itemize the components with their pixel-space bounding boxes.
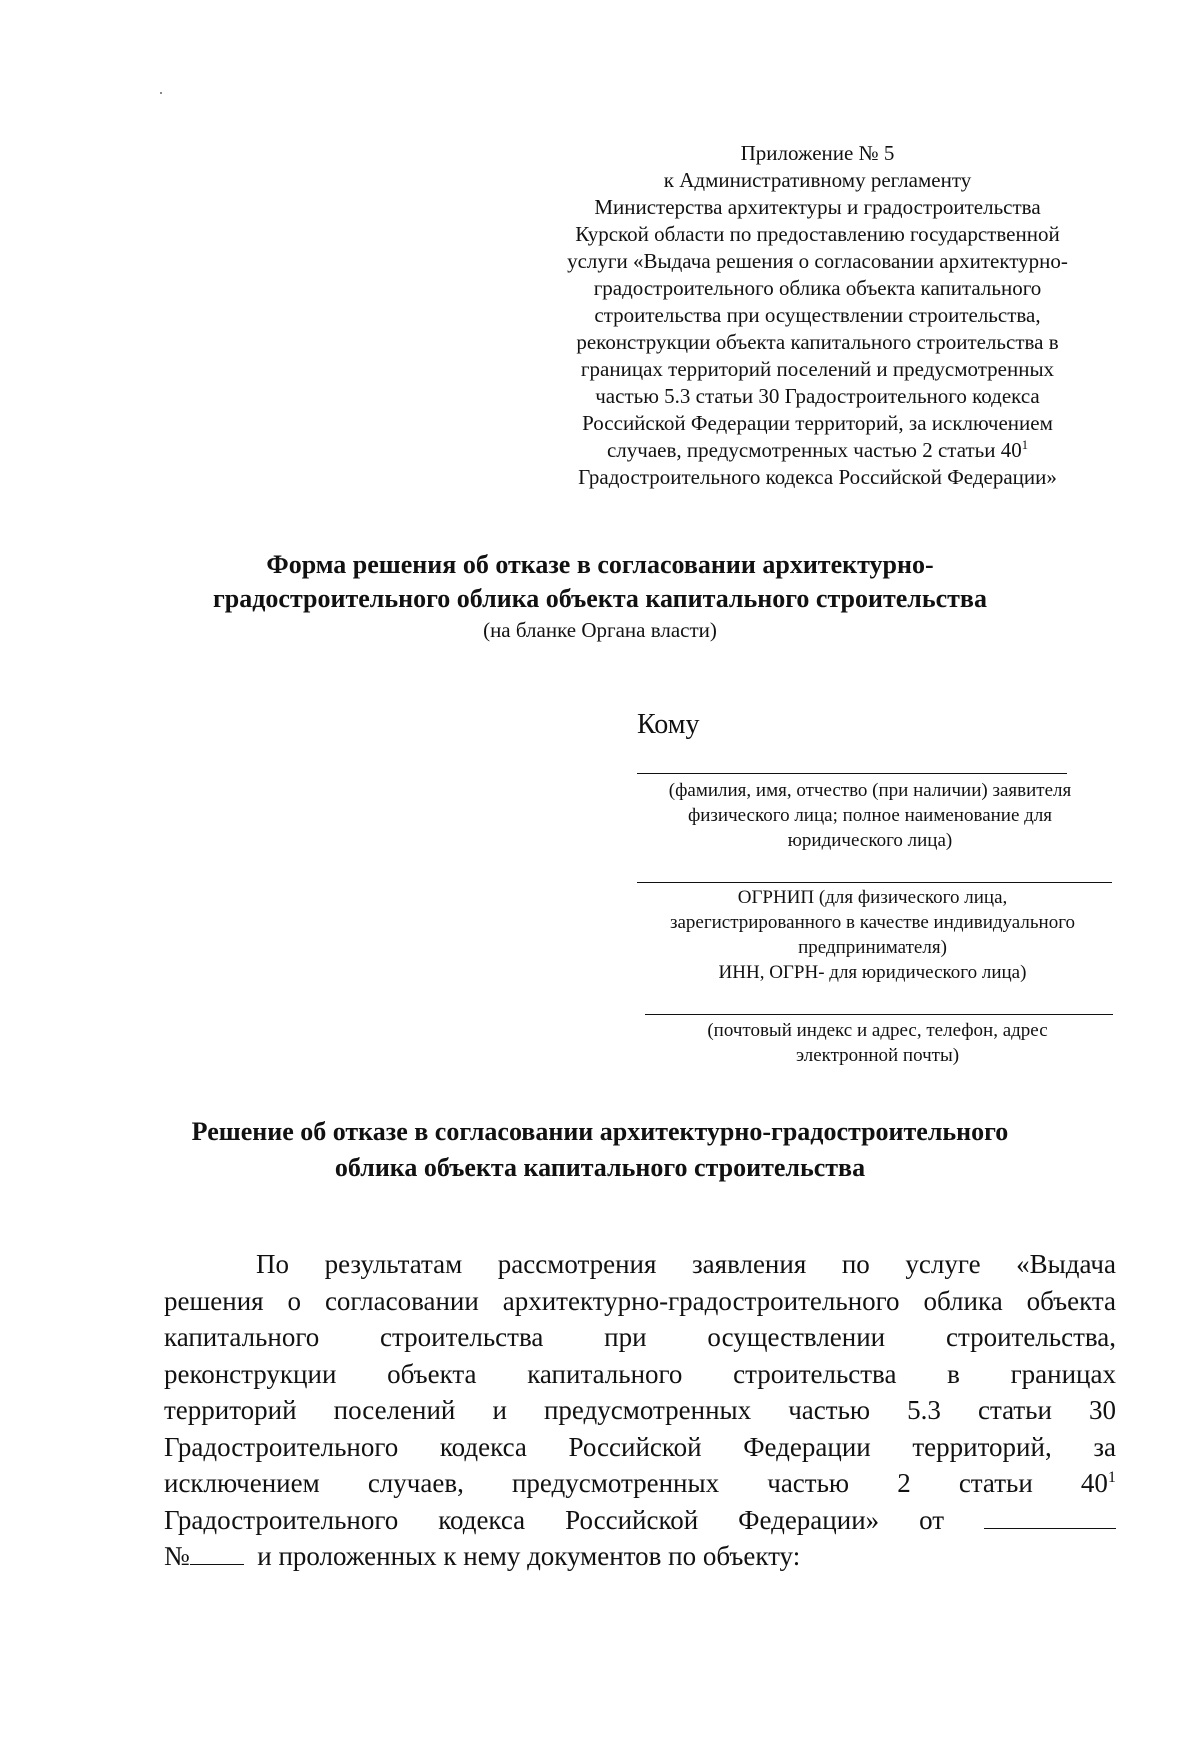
form-title-line: градостроительного облика объекта капитального строительства [213,584,987,613]
caption-line: юридического лица) [787,830,953,851]
body-line: реконструкции объекта капитального строительства в границах [164,1358,1116,1389]
body-line [164,1246,1116,1283]
appendix-line: Министерства архитектуры и градостроительства [594,195,1041,219]
caption-line: ИНН, ОГРН- для юридического лица) [718,962,1027,983]
appendix-line: реконструкции объекта капитального строительства в [576,330,1059,354]
scan-speck [160,92,162,94]
addressee-address-line [645,1014,1113,1015]
body-line-date [164,1502,1116,1539]
appendix-line: строительства при осуществлении строительства, [594,303,1041,327]
appendix-line-text: случаев, предусмотренных частью 2 статьи 40 [606,438,1022,462]
number-blank [190,1542,244,1565]
body-line-text: исключением случаев, предусмотренных частью 2 статьи 40 [164,1468,1108,1498]
addressee-ogrn-line [637,882,1112,883]
caption-line: зарегистрированного в качестве индивидуального [669,912,1076,933]
caption-line: физического лица; полное наименование для [687,805,1053,826]
appendix-line: Приложение № 5 [740,141,895,165]
appendix-line: частью 5.3 статьи 30 Градостроительного кодекса [595,384,1040,408]
caption-line: (фамилия, имя, отчество (при наличии) заявителя [668,780,1072,801]
body-line: территорий поселений и предусмотренных частью 5.3 статьи 30 [164,1395,1116,1425]
addressee-address-caption [640,1018,1115,1068]
appendix-header [520,140,1115,491]
appendix-line: границах территорий поселений и предусмотренных [580,357,1055,381]
decision-title-line: облика объекта капитального строительства [334,1153,866,1182]
appendix-line: Градостроительного кодекса Российской Федерации» [578,465,1057,489]
appendix-line: к Административному регламенту [663,168,972,192]
appendix-superscript: 1 [1021,438,1029,452]
addressee-ogrn-caption [630,885,1115,985]
caption-line: ОГРНИП (для физического лица, [737,887,1008,908]
form-subtitle: (на бланке Органа власти) [483,618,717,642]
caption-line: электронной почты) [795,1045,960,1066]
decision-title-line: Решение об отказе в согласовании архитектурно-градостроительного [191,1117,1009,1146]
body-line: капитального строительства при осуществлении строительства, [164,1322,1116,1352]
addressee-name-caption [630,778,1110,853]
appendix-line-article [520,437,1115,464]
form-title-line: Форма решения об отказе в согласовании архитектурно- [266,550,934,579]
body-line: Градостроительного кодекса Российской Федерации территорий, за [164,1431,1116,1462]
caption-line: (почтовый индекс и адрес, телефон, адрес [707,1020,1048,1041]
body-superscript: 1 [1107,1468,1116,1486]
appendix-line: Российской Федерации территорий, за исключением [582,411,1053,435]
form-title [150,548,1050,616]
body-line-text: По результатам рассмотрения заявления по услуге «Выдача [256,1249,1116,1279]
addressee-name-line [637,773,1067,774]
body-line-number [164,1538,1116,1575]
body-line-article [164,1465,1116,1502]
caption-line: предпринимателя) [798,937,947,958]
body-line-text: и проложенных к нему документов по объекту: [257,1541,801,1571]
date-blank [984,1506,1116,1529]
addressee-label: Кому [637,709,700,740]
appendix-line: градостроительного облика объекта капитального [593,276,1042,300]
body-line-text: Градостроительного кодекса Российской Федерации» от [164,1504,945,1535]
appendix-line: услуги «Выдача решения о согласовании архитектурно- [567,249,1068,273]
decision-body [164,1246,1116,1575]
decision-title [150,1114,1050,1186]
body-line: решения о согласовании архитектурно-градостроительного облика объекта [164,1285,1116,1316]
number-sign: № [164,1541,190,1571]
appendix-line: Курской области по предоставлению государственной [575,222,1060,246]
